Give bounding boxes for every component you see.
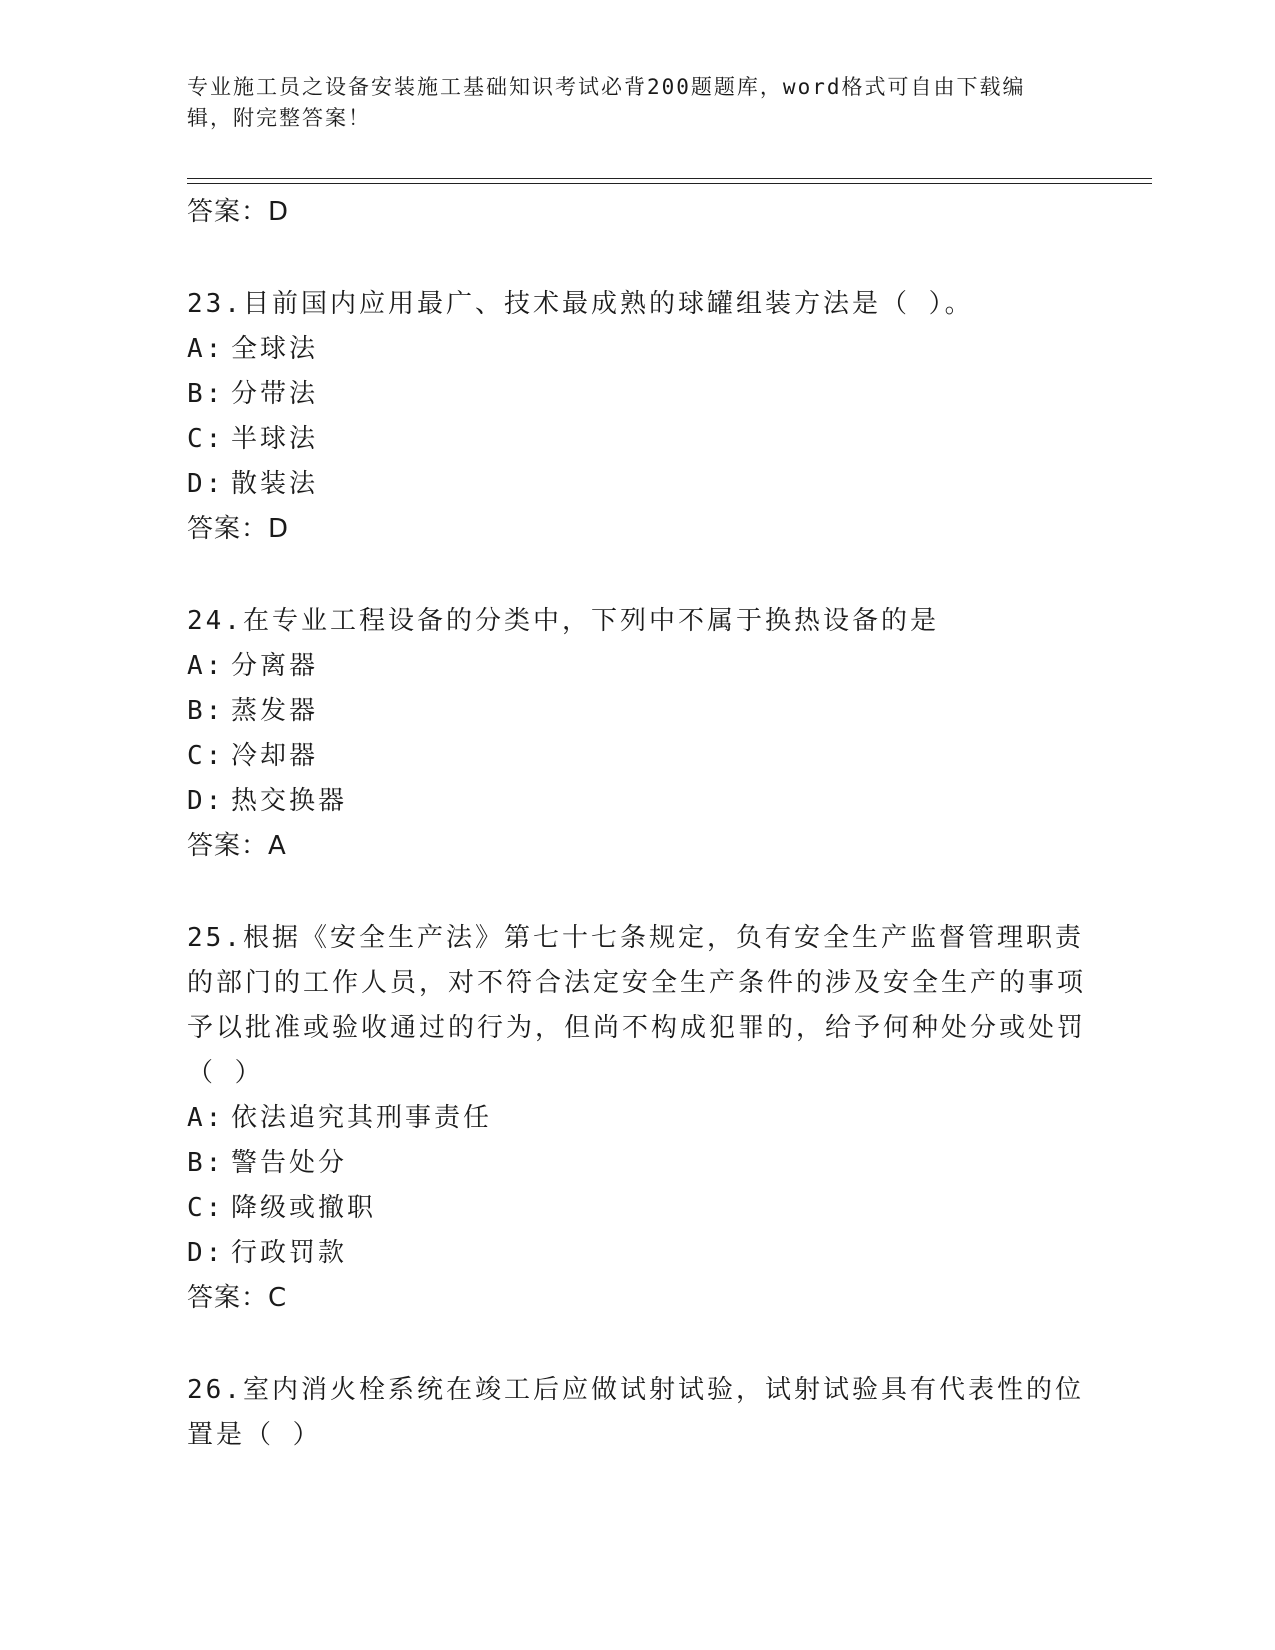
option-c xyxy=(187,734,1087,779)
option-text: 散装法 xyxy=(231,469,319,499)
option-key: C: xyxy=(187,741,225,771)
option-key: B: xyxy=(187,379,225,409)
question-text: 24.在专业工程设备的分类中，下列中不属于换热设备的是 xyxy=(187,606,939,636)
question-23 xyxy=(187,282,1087,551)
option-d xyxy=(187,462,1087,507)
question-text: 25.根据《安全生产法》第七十七条规定，负有安全生产监督管理职责的部门的工作人员，对不符合法定安全生产条件的涉及安全生产的事项予以批准或验收通过的行为，但尚不构成犯罪的，给予何种处分或处罚（ ） xyxy=(187,923,1087,1088)
option-text: 降级或撤职 xyxy=(231,1193,377,1223)
option-key: D: xyxy=(187,786,225,816)
option-text: 半球法 xyxy=(231,424,319,454)
option-text: 蒸发器 xyxy=(231,696,319,726)
option-a xyxy=(187,327,1087,372)
question-25 xyxy=(187,916,1087,1320)
answer-line: 答案：A xyxy=(187,831,287,861)
question-list xyxy=(187,190,1087,1458)
option-key: A: xyxy=(187,334,225,364)
option-a xyxy=(187,1096,1087,1141)
option-text: 分带法 xyxy=(231,379,319,409)
option-text: 警告处分 xyxy=(231,1148,348,1178)
option-b xyxy=(187,372,1087,417)
header-divider-top xyxy=(187,178,1152,179)
option-text: 全球法 xyxy=(231,334,319,364)
option-text: 依法追究其刑事责任 xyxy=(231,1103,493,1133)
option-text: 分离器 xyxy=(231,651,319,681)
answer-line: 答案：D xyxy=(187,514,290,544)
option-a xyxy=(187,644,1087,689)
option-key: D: xyxy=(187,1238,225,1268)
option-c xyxy=(187,417,1087,462)
document-header: 专业施工员之设备安装施工基础知识考试必背200题题库，word格式可自由下载编辑，附完整答案！ xyxy=(187,75,1026,130)
option-b xyxy=(187,689,1087,734)
previous-answer: 答案：D xyxy=(187,197,290,227)
option-key: A: xyxy=(187,651,225,681)
option-text: 行政罚款 xyxy=(231,1238,348,1268)
question-24 xyxy=(187,599,1087,868)
option-text: 冷却器 xyxy=(231,741,319,771)
option-key: B: xyxy=(187,1148,225,1178)
question-text: 23.目前国内应用最广、技术最成熟的球罐组装方法是（ ）。 xyxy=(187,289,974,319)
option-key: B: xyxy=(187,696,225,726)
option-key: C: xyxy=(187,1193,225,1223)
option-d xyxy=(187,1231,1087,1276)
option-key: D: xyxy=(187,469,225,499)
header-divider-bottom xyxy=(187,183,1152,184)
answer-line: 答案：C xyxy=(187,1283,288,1313)
option-d xyxy=(187,779,1087,824)
option-b xyxy=(187,1141,1087,1186)
option-text: 热交换器 xyxy=(231,786,348,816)
option-key: A: xyxy=(187,1103,225,1133)
question-text: 26.室内消火栓系统在竣工后应做试射试验，试射试验具有代表性的位置是（ ） xyxy=(187,1375,1084,1450)
option-c xyxy=(187,1186,1087,1231)
question-26 xyxy=(187,1368,1087,1458)
option-key: C: xyxy=(187,424,225,454)
